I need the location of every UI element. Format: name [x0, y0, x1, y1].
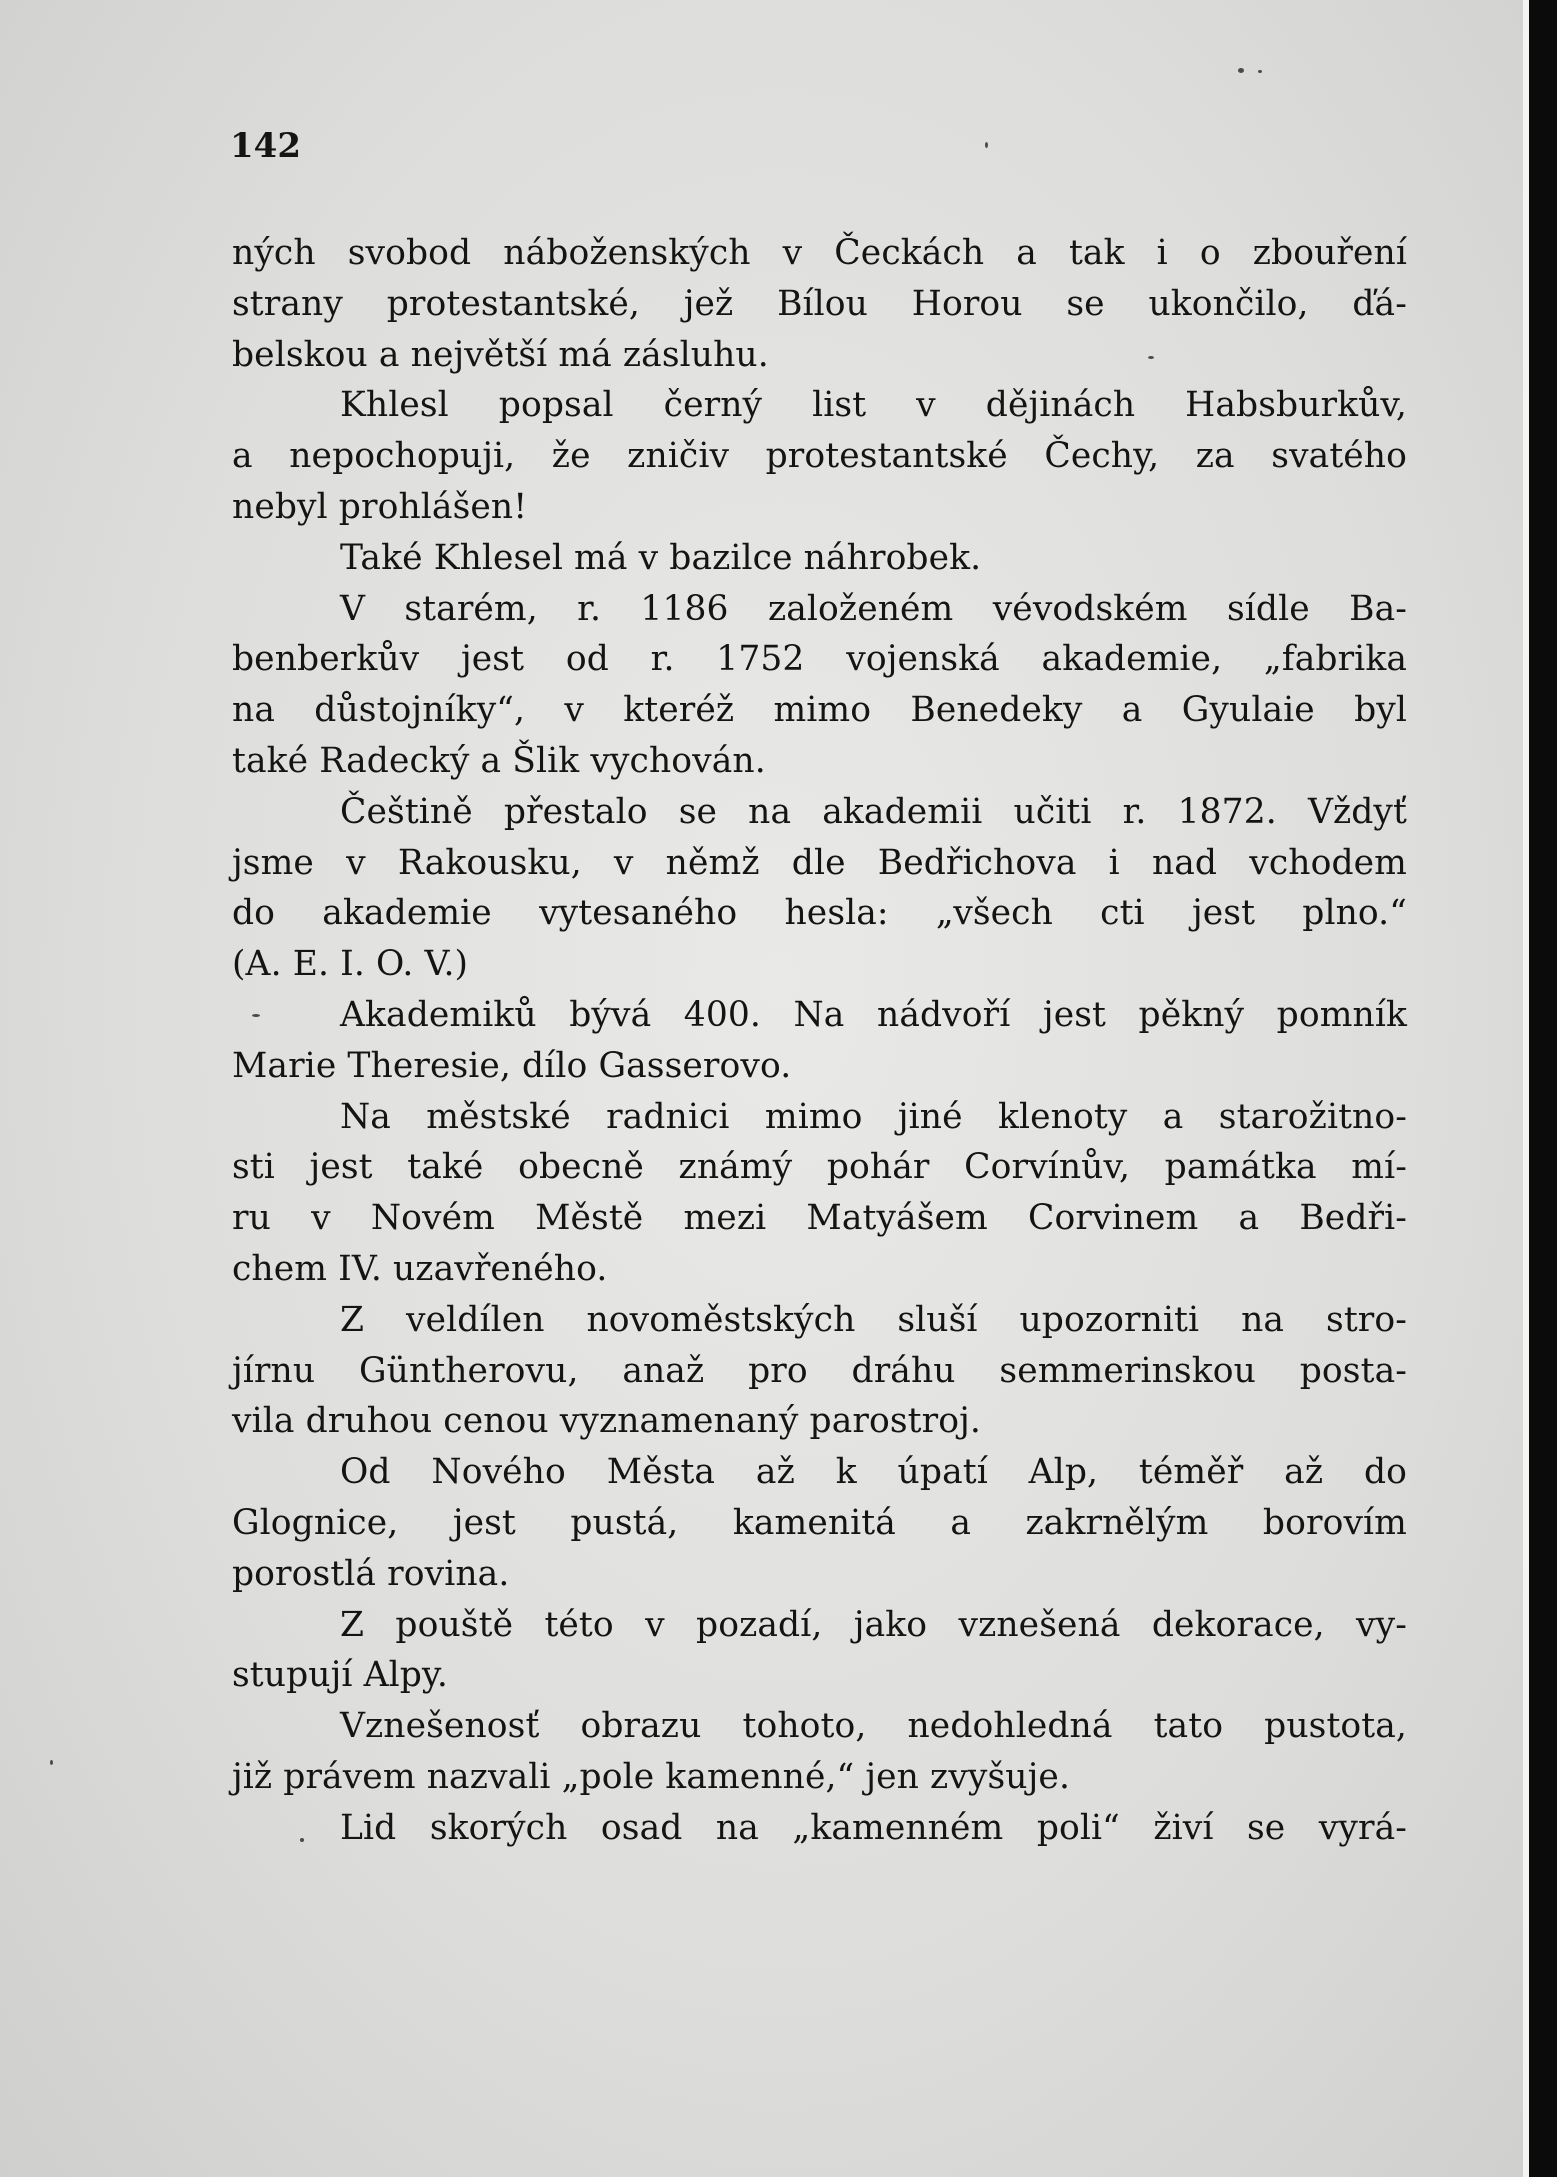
text-line: vila druhou cenou vyznamenaný parostroj. [232, 1401, 981, 1442]
text-line: již právem nazvali „pole kamenné,“ jen zvyšuje. [232, 1756, 1071, 1797]
scan-speck [300, 1838, 304, 1842]
text-line: Od Nového Města až k úpatí Alp, téměř až do [340, 1452, 1407, 1493]
text-line: V starém, r. 1186 založeném vévodském sídle Ba- [340, 588, 1407, 629]
text-line: jírnu Güntherovu, anaž pro dráhu semmerinskou posta- [232, 1350, 1407, 1391]
scan-speck [1258, 70, 1262, 73]
text-line: Z pouště této v pozadí, jako vznešená dekorace, vy- [340, 1604, 1407, 1645]
text-line: stupují Alpy. [232, 1655, 448, 1696]
scan-speck [1148, 356, 1154, 359]
text-line: Z veldílen novoměstských sluší upozorniti na stro- [340, 1299, 1407, 1340]
text-line: Také Khlesel má v bazilce náhrobek. [340, 537, 982, 578]
text-line: na důstojníky“, v kteréž mimo Benedeky a Gyulaie byl [232, 690, 1407, 731]
page-edge-shadow [1529, 0, 1557, 2177]
text-line: Akademiků bývá 400. Na nádvoří jest pěkný pomník [340, 994, 1407, 1035]
text-line: porostlá rovina. [232, 1553, 510, 1594]
text-line: Marie Theresie, dílo Gasserovo. [232, 1045, 792, 1086]
text-line: (A. E. I. O. V.) [232, 944, 469, 985]
body-text [232, 228, 1407, 1854]
text-line: Vznešenosť obrazu tohoto, nedohledná tato pustota, [340, 1706, 1407, 1747]
scan-speck [1238, 68, 1244, 73]
text-line: nebyl prohlášen! [232, 486, 528, 527]
text-line: do akademie vytesaného hesla: „všech cti jest plno.“ [232, 893, 1407, 934]
text-line: také Radecký a Šlik vychován. [232, 740, 766, 781]
text-line: Na městské radnici mimo jiné klenoty a starožitno- [340, 1096, 1407, 1137]
scan-speck [50, 1760, 53, 1765]
text-line: ru v Novém Městě mezi Matyášem Corvinem a Bedři- [232, 1198, 1407, 1239]
text-line: jsme v Rakousku, v němž dle Bedřichova i nad vchodem [232, 842, 1407, 883]
scan-speck [985, 142, 988, 148]
text-line: a nepochopuji, že zničiv protestantské Čechy, za svatého [232, 436, 1407, 477]
text-line: Glognice, jest pustá, kamenitá a zakrnělým borovím [232, 1502, 1407, 1543]
text-line: Khlesl popsal černý list v dějinách Habsburkův, [340, 385, 1407, 426]
text-line: ných svobod náboženských v Čeckách a tak i o zbouření [232, 233, 1407, 273]
text-line: strany protestantské, jež Bílou Horou se ukončilo, ďá- [232, 283, 1407, 324]
text-line: chem IV. uzavřeného. [232, 1248, 608, 1289]
text-line: benberkův jest od r. 1752 vojenská akademie, „fabrika [232, 639, 1407, 680]
page-number: 142 [230, 126, 301, 166]
text-line: sti jest také obecně známý pohár Corvínův, památka mí- [232, 1147, 1407, 1188]
scan-speck [252, 1014, 260, 1017]
text-line: Češtině přestalo se na akademii učiti r. 1872. Vždyť [340, 791, 1407, 832]
text-line: belskou a největší má zásluhu. [232, 334, 769, 375]
text-line: Lid skorých osad na „kamenném poli“ živí se vyrá- [340, 1807, 1407, 1848]
